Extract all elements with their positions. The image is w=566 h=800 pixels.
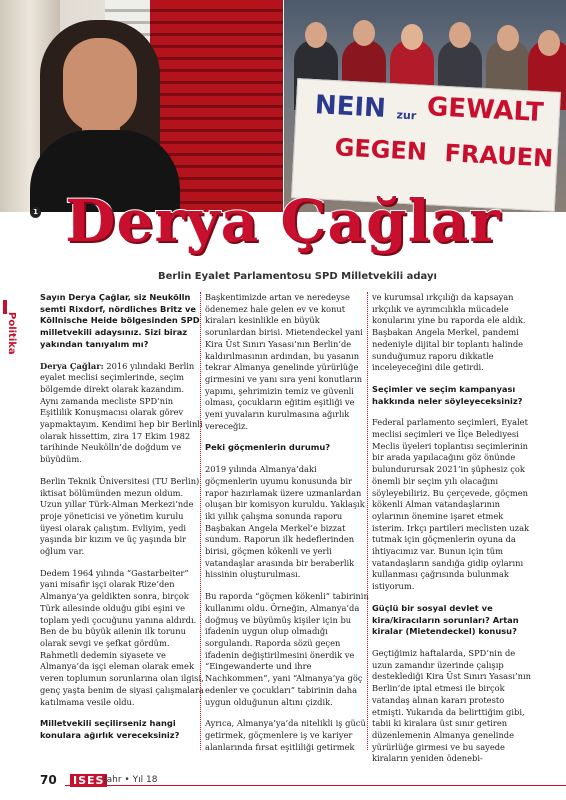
interview-paragraph xyxy=(40,568,204,708)
interview-question xyxy=(372,384,536,407)
speaker-lead: Derya Çağlar: xyxy=(40,360,104,371)
banner-word: FRAUEN xyxy=(443,139,554,173)
portrait-face-shape xyxy=(63,38,137,133)
interview-paragraph xyxy=(40,476,204,558)
paragraph-text: 2016 yılındaki Berlin eyalet meclisi seçimlerinde, seçim bölgemde direkt olarak kazandım. Aynı zamanda mecliste SPD’nin Eşitlilik Konuşmacısı olarak görev yapmaktayım. Kendimi hep bir Berlinli olarak hissettim, zira 17 Ekim 1982 tarihinde Neukölln’de doğdum ve büyüdüm. xyxy=(40,360,203,465)
paragraph-text: Geçtiğimiz haftalarda, SPD’nin de uzun zamandır üzerinde çalışıp desteklediği Kira Üst Sınırı Yasası’nın Berlin’de iptal etmesi ile birçok vatandaş alınan kararı protesto etmişti. Yukarıda da belirttiğim gibi, tabii ki kiralara üst sınır getiren düzenlemenin Almanya genelinde yürürlüğe girmesi ve bu sayede kiraların yeniden ödenebi- xyxy=(372,647,531,764)
paragraph-text: Federal parlamento seçimleri, Eyalet meclisi seçimleri ve İlçe Belediyesi Meclis üyeleri toplantısı seçimlerinin bir arada yapılacağını göz önünde bulundurursak 2021’in şüphesiz çok önemli bir seçim yılı olacağını söyleyebiliriz. Bu çerçevede, göçmen kökenli Alman vatandaşlarının oylarının önemine işaret etmek isterim. Irkçı partileri meclisten uzak tutmak için göçmenlerin oyuna da ihtiyacımız var. Bunun için tüm vatandaşların sandığa gidip oylarını kullanması çağrısında bulunmak istiyorum. xyxy=(372,417,530,592)
column-divider xyxy=(367,292,368,750)
interview-paragraph xyxy=(40,361,204,466)
section-label xyxy=(4,312,18,372)
interview-paragraph xyxy=(205,464,369,581)
crowd-head xyxy=(305,22,327,48)
portrait-photo xyxy=(0,0,283,212)
section-label-text: Politika xyxy=(6,312,17,355)
text-column-2 xyxy=(205,292,369,763)
banner-word: zur xyxy=(396,108,417,123)
banner-word: GEWALT xyxy=(426,92,545,129)
crowd-head xyxy=(497,25,519,51)
paragraph-text: Milletvekili seçilirseniz hangi konulara ağırlık vereceksiniz? xyxy=(40,718,180,740)
photo-number-badge: 1 xyxy=(30,207,41,218)
interview-paragraph xyxy=(205,718,369,753)
paragraph-text: Bu raporda “göçmen kökenli” tabirinin kullanımı oldu. Örneğin, Almanya’da doğmuş ve büyümüş kişiler için bu ifadenin uygun olup olmadığı sorgulandı. Raporda sözü geçen ifadenin değiştirilmesini önerdik ve “Eingewanderte und ihre Nachkommen”, yani “Almanya’ya göç edenler ve çocukları” tabirinin daha uygun olduğunun altını çizdik. xyxy=(205,591,369,707)
paragraph-text: Dedem 1964 yılında “Gastarbeiter” yani misafir işçi olarak Rize’den Almanya’ya geldikten sonra, birçok Türk ailesinde olduğu gibi eşini ve toplam yedi çocuğunu yanına aldırdı. Ben de bu büyük ailenin ilk torunu olarak sevgi ve şefkat gördüm. Rahmetli dedemin siyasete ve Almanya’da işçi eleman olarak emek veren toplumun sorunlarına olan ilgisi, genç yaşta benim de siyasi çalışmalara katılmama vesile oldu. xyxy=(40,567,204,707)
interview-paragraph xyxy=(205,292,369,432)
interview-question xyxy=(372,603,536,638)
paragraph-text: Güçlü bir sosyal devlet ve kira/kiracıların sorunları? Artan kiralar (Mietendeckel) konusu? xyxy=(372,602,519,637)
paragraph-text: Sayın Derya Çağlar, siz Neukölln semti Rixdorf, nördliches Britz ve Köllnische Heide bölgesinden SPD milletvekili adaysınız. Sizi biraz yakından tanıyalım mı? xyxy=(40,292,200,349)
issue-label: Jahr • Yıl 18 xyxy=(104,775,158,785)
crowd-head xyxy=(401,24,423,50)
crowd-head xyxy=(538,30,560,56)
column-divider xyxy=(200,292,201,750)
protest-photo xyxy=(284,0,566,212)
page-title: Derya Çağlar xyxy=(65,187,501,255)
footer-rule xyxy=(65,785,566,786)
paragraph-text: Berlin Teknik Üniversitesi (TU Berlin) iktisat bölümünden mezun oldum. Uzun yıllar Türk-Alman Merkezi’nde proje yöneticisi ve yönetim kurulu üyesi olarak çalıştım. Evliyim, yedi yaşında bir kızım ve üç yaşında bir oğlum var. xyxy=(40,475,200,557)
crowd-head xyxy=(353,20,375,46)
page-number: 70 xyxy=(40,773,57,787)
paragraph-text: Ayrıca, Almanya’ya’da nitelikli iş gücü getirmek, göçmenlere iş ve kariyer alanlarında fırsat eşitliliği getirmek xyxy=(205,718,366,752)
interview-paragraph xyxy=(205,591,369,708)
crowd-head xyxy=(449,22,471,48)
paragraph-text: Başkentimizde artan ve neredeyse ödenemez hale gelen ev ve konut kiraları kesinlikle en büyük sorunlardan birisi. Mietendeckel yani Kira Üst Sınırı Yasası’nın Berlin’de kaldırılmasının ardından, bu yasanın tekrar Almanya genelinde yürürlüğe girmesini ve yanı sıra yeni konutların yapımı, şehrimizin temiz ve güvenli olması, çocukların eğitim eşitliği ve yeni yuvaların kurulmasına ağırlık vereceğiz. xyxy=(205,292,363,431)
interview-paragraph xyxy=(372,648,536,765)
paragraph-text: 2019 yılında Almanya’daki göçmenlerin uyumu konusunda bir rapor hazırlamak üzere uzmanlardan oluşan bir komisyon kuruldu. Yaklaşık iki yıllık çalışma sonunda raporu Başbakan Angela Merkel’e bizzat sundum. Raporun ilk hedeflerinden birisi, göçmen kökenli ve yerli vatandaşlar arasında bir beraberlik hissinin oluşturulması. xyxy=(205,464,365,580)
page-subtitle: Berlin Eyalet Parlamentosu SPD Milletvekili adayı xyxy=(158,271,437,282)
interview-paragraph xyxy=(372,292,536,374)
paragraph-text: ve kurumsal ırkçılığı da kapsayan ırkçılık ve ayrımcılıkla mücadele konularını yine bu raporda ele aldık. Başbakan Angela Merkel, pandemi nedeniyle dijital bir toplantı halinde sunduğumuz raporu dikkatle inceleyeceğini dile getirdi. xyxy=(372,292,526,373)
interview-question xyxy=(205,442,369,454)
interview-question xyxy=(40,718,204,741)
banner-word: GEGEN xyxy=(334,133,428,167)
banner-word: NEIN xyxy=(314,90,387,124)
page-footer xyxy=(0,770,566,800)
paragraph-text: Seçimler ve seçim kampanyası hakkında neler söyleyeceksiniz? xyxy=(372,383,523,406)
interview-question xyxy=(40,292,204,351)
text-column-1 xyxy=(40,292,204,752)
magazine-logo: ISES xyxy=(70,774,107,787)
interview-paragraph xyxy=(372,417,536,593)
paragraph-text: Peki göçmenlerin durumu? xyxy=(205,442,331,453)
text-column-3 xyxy=(372,292,536,775)
